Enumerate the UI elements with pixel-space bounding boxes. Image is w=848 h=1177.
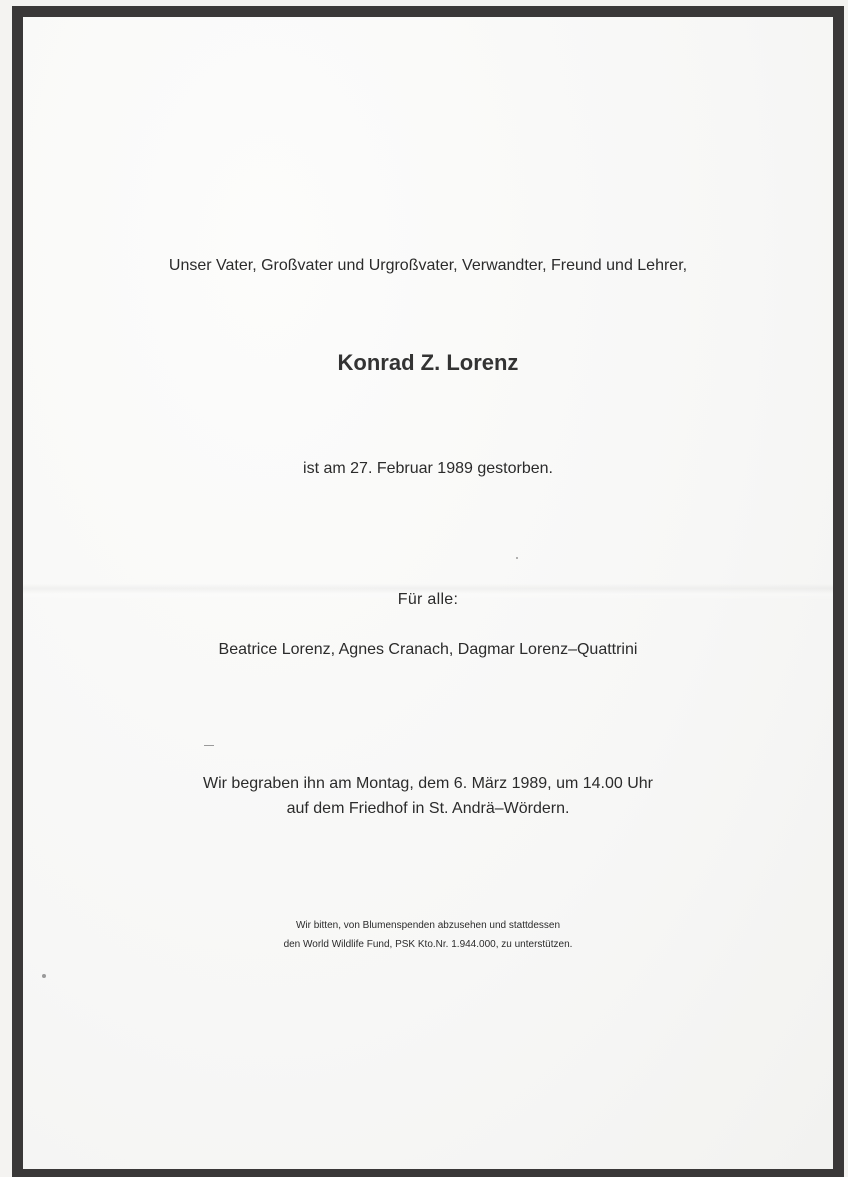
burial-info-line-2: auf dem Friedhof in St. Andrä–Wördern. <box>286 800 570 817</box>
family-names: Beatrice Lorenz, Agnes Cranach, Dagmar Lorenz–Quattrini <box>218 641 638 658</box>
paper-speck <box>204 745 214 746</box>
paper-speck <box>516 557 518 559</box>
donation-note-line-1: Wir bitten, von Blumenspenden abzusehen und stattdessen <box>295 920 561 931</box>
donation-note-line-2: den World Wildlife Fund, PSK Kto.Nr. 1.944.000, zu unterstützen. <box>283 939 573 950</box>
paper-speck <box>42 974 46 978</box>
death-date-text: ist am 27. Februar 1989 gestorben. <box>303 460 553 477</box>
mourning-notice <box>12 6 844 1177</box>
burial-info-line-1: Wir begraben ihn am Montag, dem 6. März 1989, um 14.00 Uhr <box>203 775 653 792</box>
intro-text: Unser Vater, Großvater und Urgroßvater, Verwandter, Freund und Lehrer, <box>168 257 688 274</box>
deceased-name: Konrad Z. Lorenz <box>337 350 519 375</box>
for-all-label: Für alle: <box>397 591 459 608</box>
